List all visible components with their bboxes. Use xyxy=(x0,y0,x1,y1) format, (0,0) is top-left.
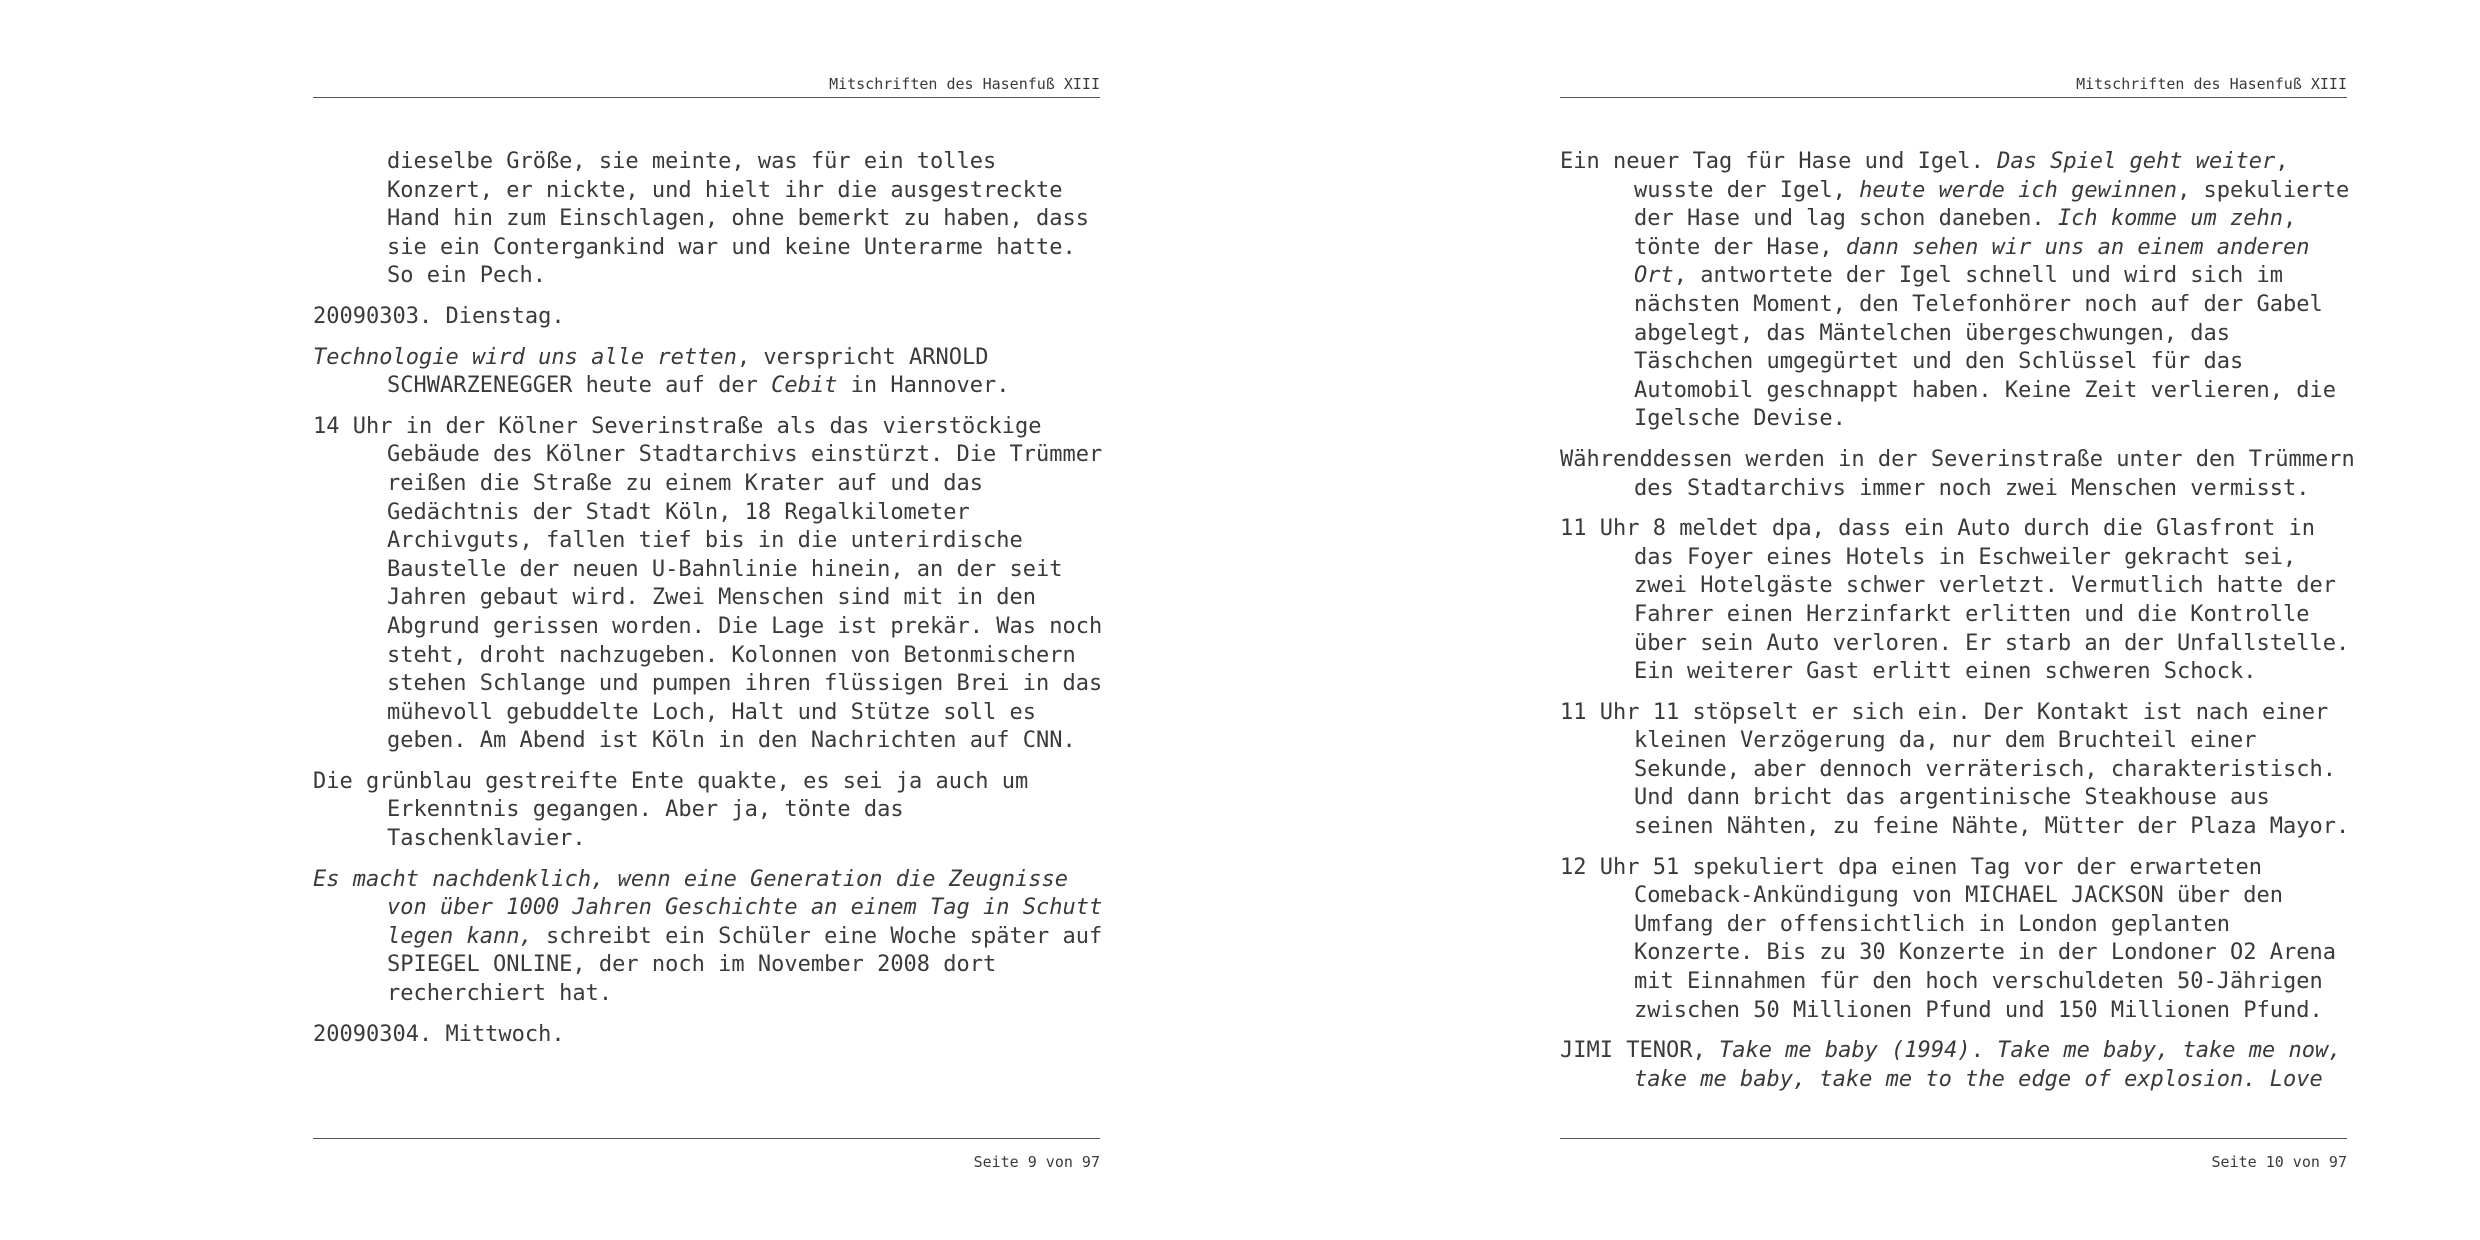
text-line xyxy=(1560,405,2347,434)
italic-text: take me baby, take me to the edge of explosion. Love xyxy=(1634,1066,2323,1092)
paragraph xyxy=(1560,699,2350,842)
text-line xyxy=(1560,1066,2347,1095)
page-body xyxy=(313,148,1103,1061)
text-line xyxy=(313,699,1100,728)
paragraph xyxy=(313,303,1100,332)
text-line xyxy=(1560,756,2347,785)
text-run: seinen Nähten, zu feine Nähte, Mütter der Plaza Mayor. xyxy=(1634,814,2350,840)
text-run: Ein weiterer Gast erlitt einen schweren Schock. xyxy=(1634,659,2257,685)
text-line xyxy=(313,951,1100,980)
italic-text: von über 1000 Jahren Geschichte an einem Tag in Schutt xyxy=(387,895,1103,921)
text-run: dieselbe Größe, sie meinte, was für ein tolles xyxy=(387,149,997,174)
text-line xyxy=(1560,262,2347,291)
italic-text: Cebit xyxy=(771,373,838,399)
running-header: Mitschriften des Hasenfuß XIII xyxy=(2076,75,2347,93)
text-line xyxy=(1560,572,2347,601)
text-run: JIMI TENOR, xyxy=(1560,1038,1719,1064)
text-line xyxy=(1560,601,2347,630)
text-line xyxy=(1560,939,2347,968)
text-run: , xyxy=(2275,149,2289,174)
text-line xyxy=(1560,320,2347,349)
text-run: Automobil geschnappt haben. Keine Zeit verlieren, die xyxy=(1634,377,2336,403)
text-run: Hand hin zum Einschlagen, ohne bemerkt zu haben, dass xyxy=(387,206,1089,232)
text-line xyxy=(313,148,1100,177)
italic-text: Es macht nachdenklich, wenn eine Generation die Zeugnisse xyxy=(313,866,1068,892)
text-run: Und dann bricht das argentinische Steakhouse aus xyxy=(1634,785,2270,811)
text-line xyxy=(313,825,1100,854)
text-run: 20090304. Mittwoch. xyxy=(313,1021,565,1047)
text-line xyxy=(1560,544,2347,573)
text-run: recherchiert hat. xyxy=(387,981,613,1007)
text-line xyxy=(313,670,1103,699)
text-line xyxy=(1560,658,2347,687)
italic-text: legen kann, xyxy=(387,923,533,949)
text-run: der Hase und lag schon daneben. xyxy=(1634,206,2058,232)
italic-text: dann sehen wir uns an einem anderen xyxy=(1845,234,2310,260)
text-run: zwischen 50 Millionen Pfund und 150 Millionen Pfund. xyxy=(1634,997,2323,1023)
italic-text: heute werde ich gewinnen xyxy=(1859,177,2178,203)
text-run: des Stadtarchivs immer noch zwei Menschen vermisst. xyxy=(1634,475,2310,501)
paragraph xyxy=(1560,854,2347,1026)
text-run: Sekunde, aber dennoch verräterisch, charakteristisch. xyxy=(1634,756,2336,782)
text-run: stehen Schlange und pumpen ihren flüssigen Brei in das xyxy=(387,671,1103,697)
text-run: abgelegt, das Mäntelchen übergeschwungen, das xyxy=(1634,320,2231,346)
text-run: So ein Pech. xyxy=(387,263,546,289)
paragraph xyxy=(313,1021,1100,1050)
text-run: Konzert, er nickte, und hielt ihr die ausgestreckte xyxy=(387,177,1063,203)
paragraph xyxy=(1560,446,2355,503)
text-line xyxy=(313,205,1100,234)
header-rule xyxy=(313,97,1100,98)
paragraph xyxy=(313,344,1100,401)
text-run: SCHWARZENEGGER heute auf der xyxy=(387,373,772,399)
text-run: Umfang der offensichtlich in London geplanten xyxy=(1634,911,2231,937)
page-number: Seite 9 von 97 xyxy=(973,1153,1100,1171)
text-line xyxy=(313,413,1100,442)
text-run: Täschchen umgegürtet und den Schlüssel für das xyxy=(1634,349,2244,375)
text-line xyxy=(313,470,1100,499)
italic-text: Take me baby (1994) xyxy=(1718,1038,1971,1064)
text-line xyxy=(1560,377,2347,406)
text-line xyxy=(1560,205,2347,234)
text-run: zwei Hotelgäste schwer verletzt. Vermutlich hatte der xyxy=(1634,573,2336,599)
text-run: mit Einnahmen für den hoch verschuldeten 50-Jährigen xyxy=(1634,969,2323,995)
paragraph xyxy=(313,413,1103,756)
text-run: Erkenntnis gegangen. Aber ja, tönte das xyxy=(387,797,904,823)
text-line xyxy=(1560,699,2347,728)
running-header: Mitschriften des Hasenfuß XIII xyxy=(829,75,1100,93)
text-run: das Foyer eines Hotels in Eschweiler gekracht sei, xyxy=(1634,544,2297,570)
italic-text: Take me baby, take me now, xyxy=(1997,1038,2342,1064)
text-line xyxy=(1560,630,2350,659)
text-run: nächsten Moment, den Telefonhörer noch auf der Gabel xyxy=(1634,291,2323,317)
page-number: Seite 10 von 97 xyxy=(2211,1153,2347,1171)
text-line xyxy=(313,1021,1100,1050)
italic-text: Technologie wird uns alle retten xyxy=(313,344,737,370)
text-run: mühevoll gebuddelte Loch, Halt und Stütze soll es xyxy=(387,699,1037,725)
text-run: Jahren gebaut wird. Zwei Menschen sind mit in den xyxy=(387,585,1037,611)
paragraph xyxy=(1560,515,2350,687)
text-run: über sein Auto verloren. Er starb an der Unfallstelle. xyxy=(1634,630,2350,656)
text-line xyxy=(313,613,1103,642)
text-run: 12 Uhr 51 spekuliert dpa einen Tag vor der erwarteten xyxy=(1560,854,2262,880)
italic-text: Ich komme um zehn xyxy=(2057,206,2284,232)
text-run: , verspricht ARNOLD xyxy=(736,344,989,370)
paragraph xyxy=(1560,1037,2347,1094)
text-line xyxy=(313,527,1100,556)
text-run: schreibt ein Schüler eine Woche später auf xyxy=(532,923,1103,949)
text-run: SPIEGEL ONLINE, der noch im November 2008 dort xyxy=(387,952,997,978)
text-run: steht, droht nachzugeben. Kolonnen von Betonmischern xyxy=(387,642,1076,668)
text-line xyxy=(1560,911,2347,940)
text-line xyxy=(313,980,1100,1009)
text-run: , antwortete der Igel schnell und wird sich im xyxy=(1673,263,2284,289)
left-page xyxy=(313,0,1103,1240)
paragraph xyxy=(1560,148,2350,434)
footer-rule xyxy=(1560,1138,2347,1139)
text-run: Ein neuer Tag für Hase und Igel. xyxy=(1560,149,1998,174)
text-run: Baustelle der neuen U-Bahnlinie hinein, an der seit xyxy=(387,556,1063,582)
text-run: Währenddessen werden in der Severinstraße unter den Trümmern xyxy=(1560,446,2355,472)
text-run: Gebäude des Kölner Stadtarchivs einstürzt. Die Trümmer xyxy=(387,442,1103,468)
text-line xyxy=(1560,446,2355,475)
text-run: wusste der Igel, xyxy=(1634,177,1860,203)
footer-rule xyxy=(313,1138,1100,1139)
text-run: 20090303. Dienstag. xyxy=(313,303,565,329)
text-line xyxy=(313,866,1100,895)
italic-text: Das Spiel geht weiter xyxy=(1997,149,2276,174)
text-line xyxy=(313,796,1100,825)
text-run: . xyxy=(1970,1038,1998,1064)
text-run: Die grünblau gestreifte Ente quakte, es sei ja auch um xyxy=(313,768,1029,794)
text-line xyxy=(1560,148,2347,177)
text-run: Fahrer einen Herzinfarkt erlitten und die Kontrolle xyxy=(1634,601,2310,627)
header-rule xyxy=(1560,97,2347,98)
text-run: , spekulierte xyxy=(2177,177,2350,203)
text-run: Archivguts, fallen tief bis in die unterirdische xyxy=(387,528,1023,554)
text-line xyxy=(313,584,1100,613)
text-line xyxy=(1560,968,2347,997)
italic-text: Ort xyxy=(1634,263,1674,289)
text-line xyxy=(1560,784,2347,813)
text-line xyxy=(1560,727,2347,756)
text-line xyxy=(313,727,1100,756)
text-line xyxy=(313,234,1100,263)
text-line xyxy=(313,303,1100,332)
text-line xyxy=(313,556,1100,585)
text-line xyxy=(1560,234,2347,263)
text-run: Igelsche Devise. xyxy=(1634,406,1846,432)
text-run: kleinen Verzögerung da, nur dem Bruchteil einer xyxy=(1634,728,2257,754)
text-run: in Hannover. xyxy=(837,373,1010,399)
text-line xyxy=(1560,348,2347,377)
text-line xyxy=(1560,854,2347,883)
text-line xyxy=(313,499,1100,528)
text-line xyxy=(1560,177,2350,206)
text-line xyxy=(313,642,1100,671)
text-run: 14 Uhr in der Kölner Severinstraße als das vierstöckige xyxy=(313,413,1042,439)
text-line xyxy=(1560,882,2347,911)
text-line xyxy=(1560,1037,2347,1066)
text-line xyxy=(313,894,1103,923)
text-run: , xyxy=(2283,206,2297,232)
text-line xyxy=(313,441,1103,470)
text-line xyxy=(313,262,1100,291)
text-run: 11 Uhr 11 stöpselt er sich ein. Der Kontakt ist nach einer xyxy=(1560,699,2329,725)
text-line xyxy=(1560,813,2350,842)
text-line xyxy=(1560,515,2347,544)
text-run: Taschenklavier. xyxy=(387,826,586,852)
text-run: Abgrund gerissen worden. Die Lage ist prekär. Was noch xyxy=(387,613,1103,639)
text-run: Konzerte. Bis zu 30 Konzerte in der Londoner O2 Arena xyxy=(1634,940,2336,966)
text-line xyxy=(313,923,1103,952)
text-line xyxy=(313,177,1100,206)
text-run: sie ein Contergankind war und keine Unterarme hatte. xyxy=(387,234,1076,260)
text-run: geben. Am Abend ist Köln in den Nachrichten auf CNN. xyxy=(387,728,1076,754)
page-body xyxy=(1560,148,2355,1106)
paragraph xyxy=(313,866,1103,1009)
right-page xyxy=(1560,0,2355,1240)
text-run: Comeback-Ankündigung von MICHAEL JACKSON über den xyxy=(1634,883,2284,909)
text-line xyxy=(313,372,1100,401)
text-line xyxy=(313,768,1100,797)
paragraph xyxy=(313,148,1100,291)
text-run: 11 Uhr 8 meldet dpa, dass ein Auto durch die Glasfront in xyxy=(1560,516,2315,542)
text-run: Gedächtnis der Stadt Köln, 18 Regalkilometer xyxy=(387,499,970,525)
text-run: reißen die Straße zu einem Krater auf und das xyxy=(387,470,984,496)
paragraph xyxy=(313,768,1100,854)
text-line xyxy=(313,344,1100,373)
text-run: tönte der Hase, xyxy=(1634,234,1846,260)
text-line xyxy=(1560,475,2347,504)
text-line xyxy=(1560,291,2347,320)
text-line xyxy=(1560,997,2347,1026)
